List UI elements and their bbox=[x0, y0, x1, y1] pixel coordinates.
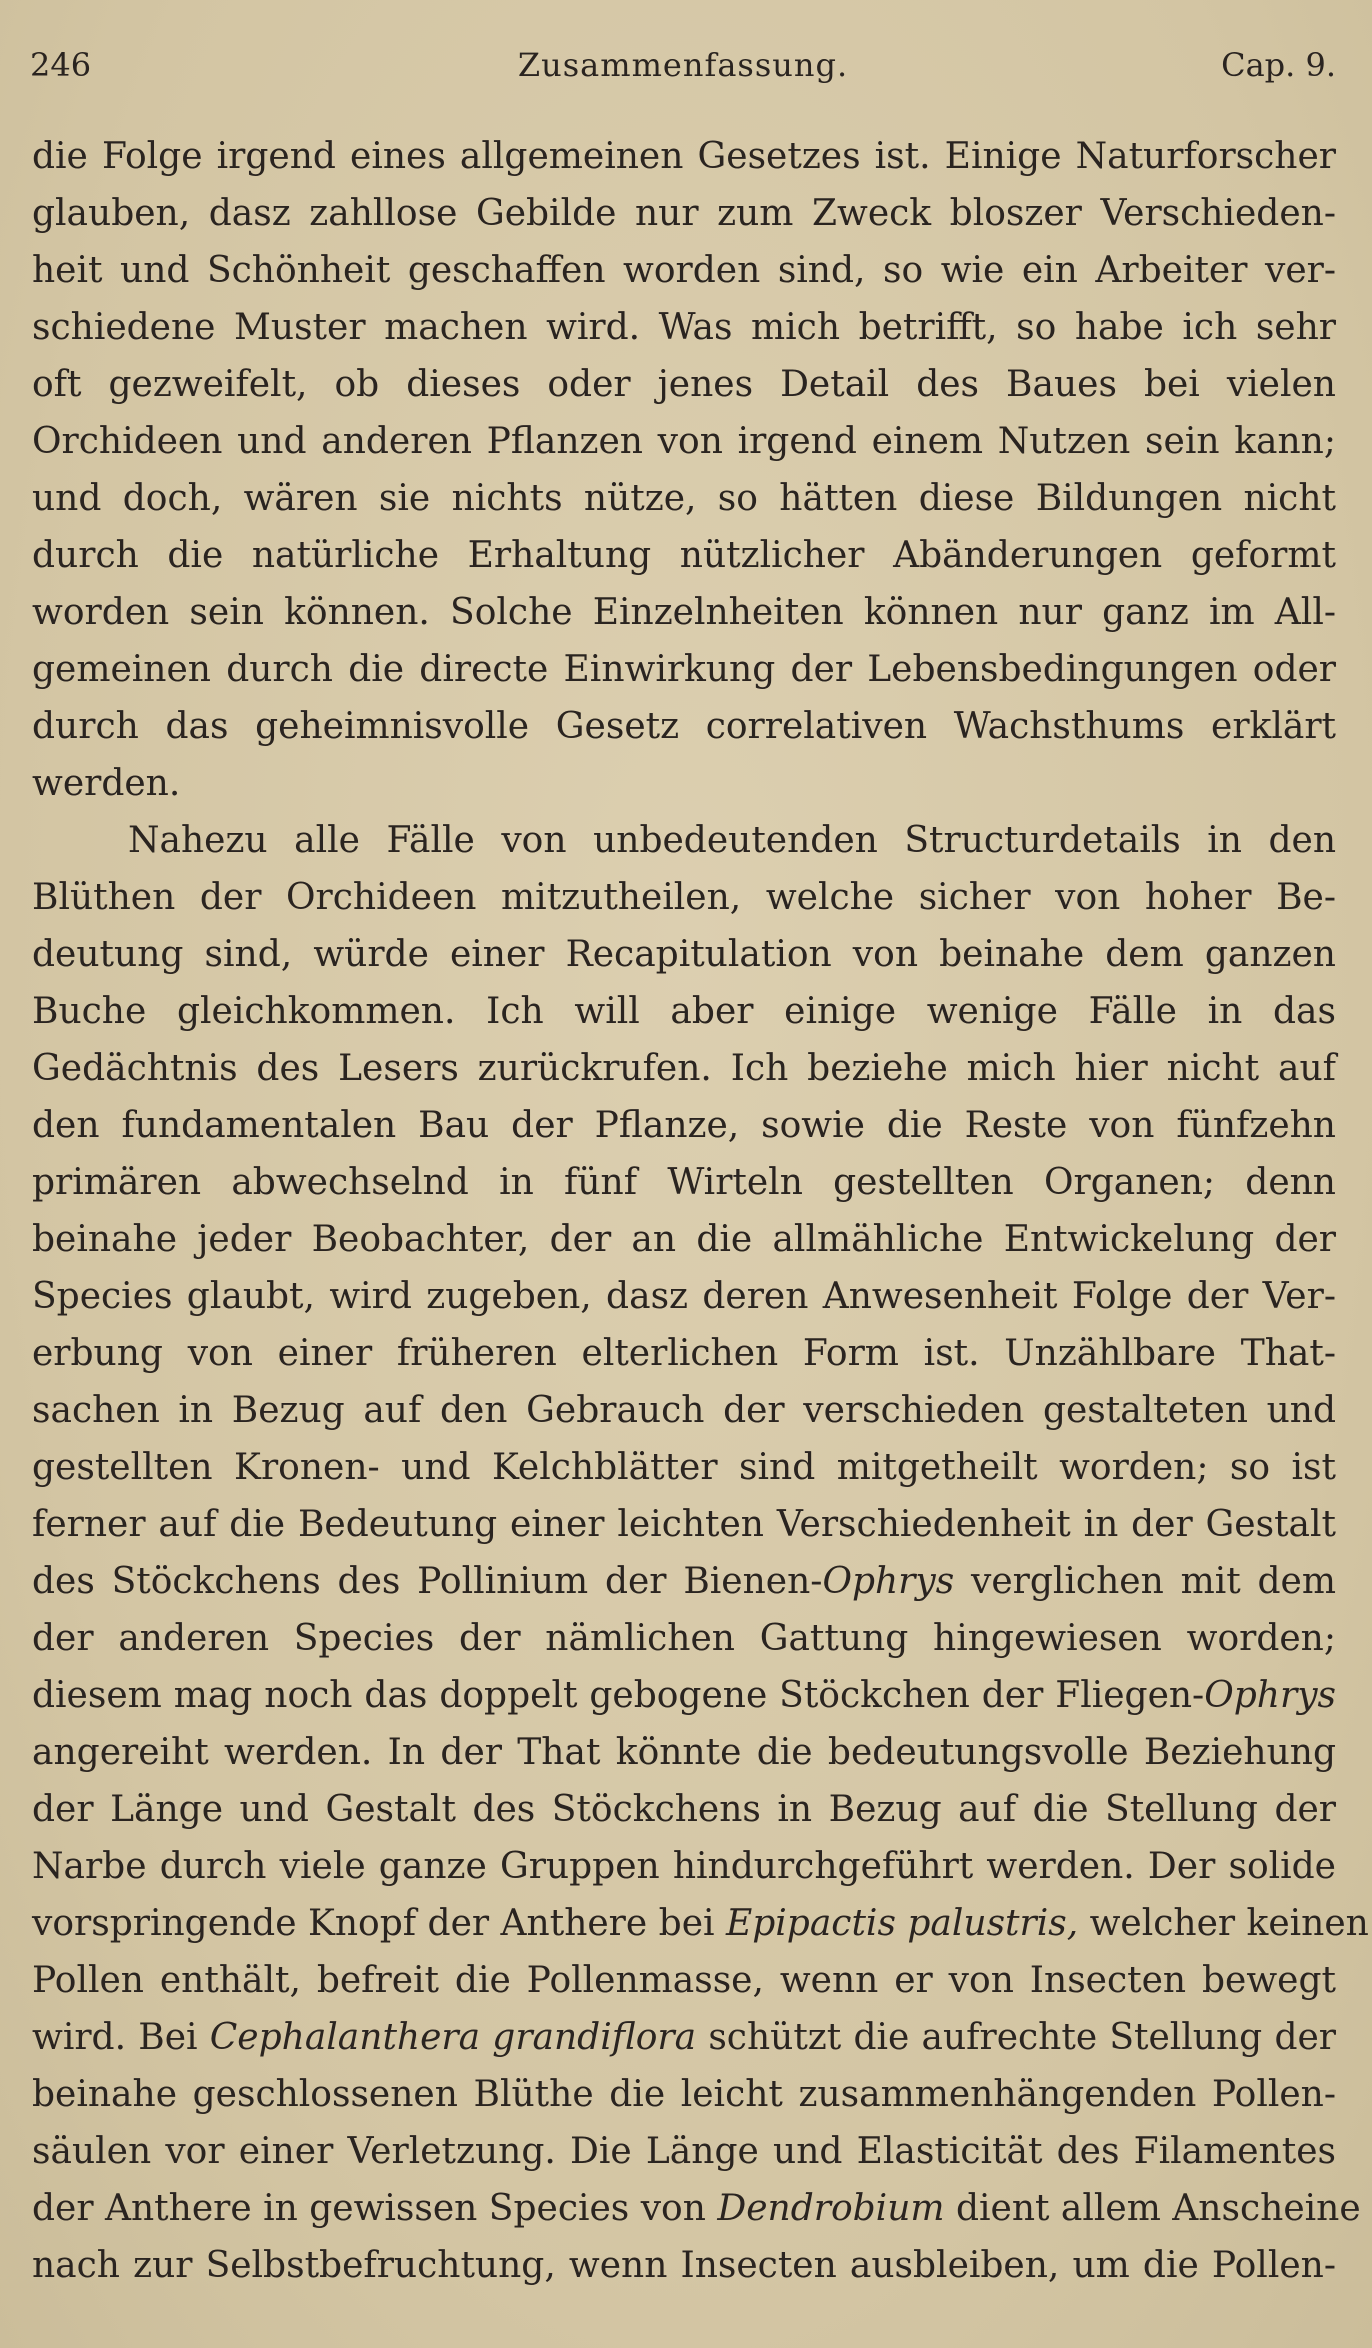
text-line bbox=[32, 641, 1336, 698]
text-segment: schützt die aufrechte Stellung der bbox=[696, 2017, 1336, 2058]
text-line bbox=[32, 1553, 1336, 1610]
text-segment: Orchideen und anderen Pflanzen von irgend einem Nutzen sein kann; bbox=[32, 421, 1336, 462]
text-line bbox=[32, 1097, 1336, 1154]
text-line bbox=[32, 242, 1336, 299]
text-segment: ferner auf die Bedeutung einer leichten Verschiedenheit in der Gestalt bbox=[32, 1504, 1336, 1545]
text-line bbox=[32, 755, 1336, 812]
text-line bbox=[32, 2066, 1336, 2123]
text-segment: glauben, dasz zahllose Gebilde nur zum Zweck bloszer Verschieden- bbox=[32, 193, 1336, 234]
text-segment: schiedene Muster machen wird. Was mich betrifft, so habe ich sehr bbox=[32, 307, 1336, 348]
text-line bbox=[32, 185, 1336, 242]
text-segment: heit und Schönheit geschaffen worden sind, so wie ein Arbeiter ver- bbox=[32, 250, 1336, 291]
italic-term: Cephalanthera grandiflora bbox=[209, 2017, 697, 2058]
text-segment: erbung von einer früheren elterlichen Form ist. Unzählbare That- bbox=[32, 1333, 1336, 1374]
text-segment: Buche gleichkommen. Ich will aber einige wenige Fälle in das bbox=[32, 991, 1336, 1032]
text-segment: Narbe durch viele ganze Gruppen hindurchgeführt werden. Der solide bbox=[32, 1846, 1336, 1887]
text-line bbox=[32, 1610, 1336, 1667]
text-segment: oft gezweifelt, ob dieses oder jenes Detail des Baues bei vielen bbox=[32, 364, 1336, 405]
text-line bbox=[32, 1496, 1336, 1553]
text-line bbox=[32, 1382, 1336, 1439]
text-line bbox=[32, 698, 1336, 755]
text-line bbox=[32, 1040, 1336, 1097]
text-line bbox=[32, 2009, 1336, 2066]
text-line bbox=[32, 413, 1336, 470]
page-header bbox=[30, 42, 1336, 88]
text-line bbox=[32, 1781, 1336, 1838]
text-segment: die Folge irgend eines allgemeinen Gesetzes ist. Einige Naturforscher bbox=[32, 136, 1336, 177]
text-line bbox=[32, 983, 1336, 1040]
text-segment: Species glaubt, wird zugeben, dasz deren Anwesenheit Folge der Ver- bbox=[32, 1276, 1336, 1317]
text-segment: gemeinen durch die directe Einwirkung der Lebensbedingungen oder bbox=[32, 649, 1336, 690]
text-line bbox=[32, 356, 1336, 413]
text-line bbox=[32, 926, 1336, 983]
page-number: 246 bbox=[30, 46, 92, 84]
text-segment: diesem mag noch das doppelt gebogene Stöckchen der Fliegen- bbox=[32, 1675, 1205, 1716]
text-segment: beinahe geschlossenen Blüthe die leicht zusammenhängenden Pollen- bbox=[32, 2074, 1336, 2115]
text-segment: Gedächtnis des Lesers zurückrufen. Ich beziehe mich hier nicht auf bbox=[32, 1048, 1336, 1089]
text-segment: verglichen mit dem bbox=[954, 1561, 1336, 1602]
text-segment: wird. Bei bbox=[32, 2017, 210, 2058]
text-segment: sachen in Bezug auf den Gebrauch der verschieden gestalteten und bbox=[32, 1390, 1336, 1431]
text-line bbox=[32, 1667, 1336, 1724]
text-segment: dient allem Anscheine bbox=[944, 2188, 1361, 2229]
text-segment: der Anthere in gewissen Species von bbox=[32, 2188, 718, 2229]
text-line bbox=[32, 1439, 1336, 1496]
body-text bbox=[32, 128, 1369, 2294]
text-segment: angereiht werden. In der That könnte die bedeutungsvolle Beziehung bbox=[32, 1732, 1336, 1773]
text-segment: der Länge und Gestalt des Stöckchens in Bezug auf die Stellung der bbox=[32, 1789, 1336, 1830]
text-line bbox=[32, 1268, 1336, 1325]
text-segment: säulen vor einer Verletzung. Die Länge und Elasticität des Filamentes bbox=[32, 2131, 1336, 2172]
text-line bbox=[32, 527, 1336, 584]
text-segment: durch das geheimnisvolle Gesetz correlativen Wachsthums erklärt bbox=[32, 706, 1336, 747]
text-line bbox=[32, 1724, 1336, 1781]
text-segment: durch die natürliche Erhaltung nützlicher Abänderungen geformt bbox=[32, 535, 1336, 576]
text-segment: der anderen Species der nämlichen Gattung hingewiesen worden; bbox=[32, 1618, 1336, 1659]
text-segment: den fundamentalen Bau der Pflanze, sowie die Reste von fünfzehn bbox=[32, 1105, 1336, 1146]
text-line bbox=[32, 1325, 1336, 1382]
text-segment: des Stöckchens des Pollinium der Bienen- bbox=[32, 1561, 823, 1602]
text-segment: worden sein können. Solche Einzelnheiten können nur ganz im All- bbox=[32, 592, 1336, 633]
text-segment: werden. bbox=[32, 763, 181, 804]
text-segment: und doch, wären sie nichts nütze, so hätten diese Bildungen nicht bbox=[32, 478, 1336, 519]
text-segment: Nahezu alle Fälle von unbedeutenden Structurdetails in den bbox=[128, 820, 1336, 861]
text-segment: primären abwechselnd in fünf Wirteln gestellten Organen; denn bbox=[32, 1162, 1336, 1203]
text-line bbox=[32, 812, 1336, 869]
text-segment: welcher keinen bbox=[1078, 1903, 1369, 1944]
text-segment: Blüthen der Orchideen mitzutheilen, welche sicher von hoher Be- bbox=[32, 877, 1336, 918]
text-line bbox=[32, 869, 1336, 926]
running-title: Zusammenfassung. bbox=[517, 46, 849, 84]
text-segment: deutung sind, würde einer Recapitulation von beinahe dem ganzen bbox=[32, 934, 1336, 975]
italic-term: Dendrobium bbox=[717, 2188, 945, 2229]
text-line bbox=[32, 1211, 1336, 1268]
text-line bbox=[32, 1895, 1369, 1952]
italic-term: Ophrys bbox=[1204, 1675, 1336, 1716]
text-line bbox=[32, 2180, 1361, 2237]
text-line bbox=[32, 1952, 1336, 2009]
text-segment: Pollen enthält, befreit die Pollenmasse, wenn er von Insecten bewegt bbox=[32, 1960, 1336, 2001]
text-line bbox=[32, 2123, 1336, 2180]
text-segment: gestellten Kronen- und Kelchblätter sind mitgetheilt worden; so ist bbox=[32, 1447, 1336, 1488]
text-line bbox=[32, 2237, 1336, 2294]
text-segment: vorspringende Knopf der Anthere bei bbox=[32, 1903, 726, 1944]
italic-term: Epipactis palustris, bbox=[725, 1903, 1079, 1944]
chapter-label: Cap. 9. bbox=[1221, 46, 1336, 84]
text-line bbox=[32, 299, 1336, 356]
text-segment: beinahe jeder Beobachter, der an die allmähliche Entwickelung der bbox=[32, 1219, 1336, 1260]
italic-term: Ophrys bbox=[822, 1561, 955, 1602]
text-line bbox=[32, 128, 1336, 185]
text-line bbox=[32, 1838, 1336, 1895]
text-segment: nach zur Selbstbefruchtung, wenn Insecten ausbleiben, um die Pollen- bbox=[32, 2245, 1336, 2286]
text-line bbox=[32, 584, 1336, 641]
text-line bbox=[32, 1154, 1336, 1211]
text-line bbox=[32, 470, 1336, 527]
